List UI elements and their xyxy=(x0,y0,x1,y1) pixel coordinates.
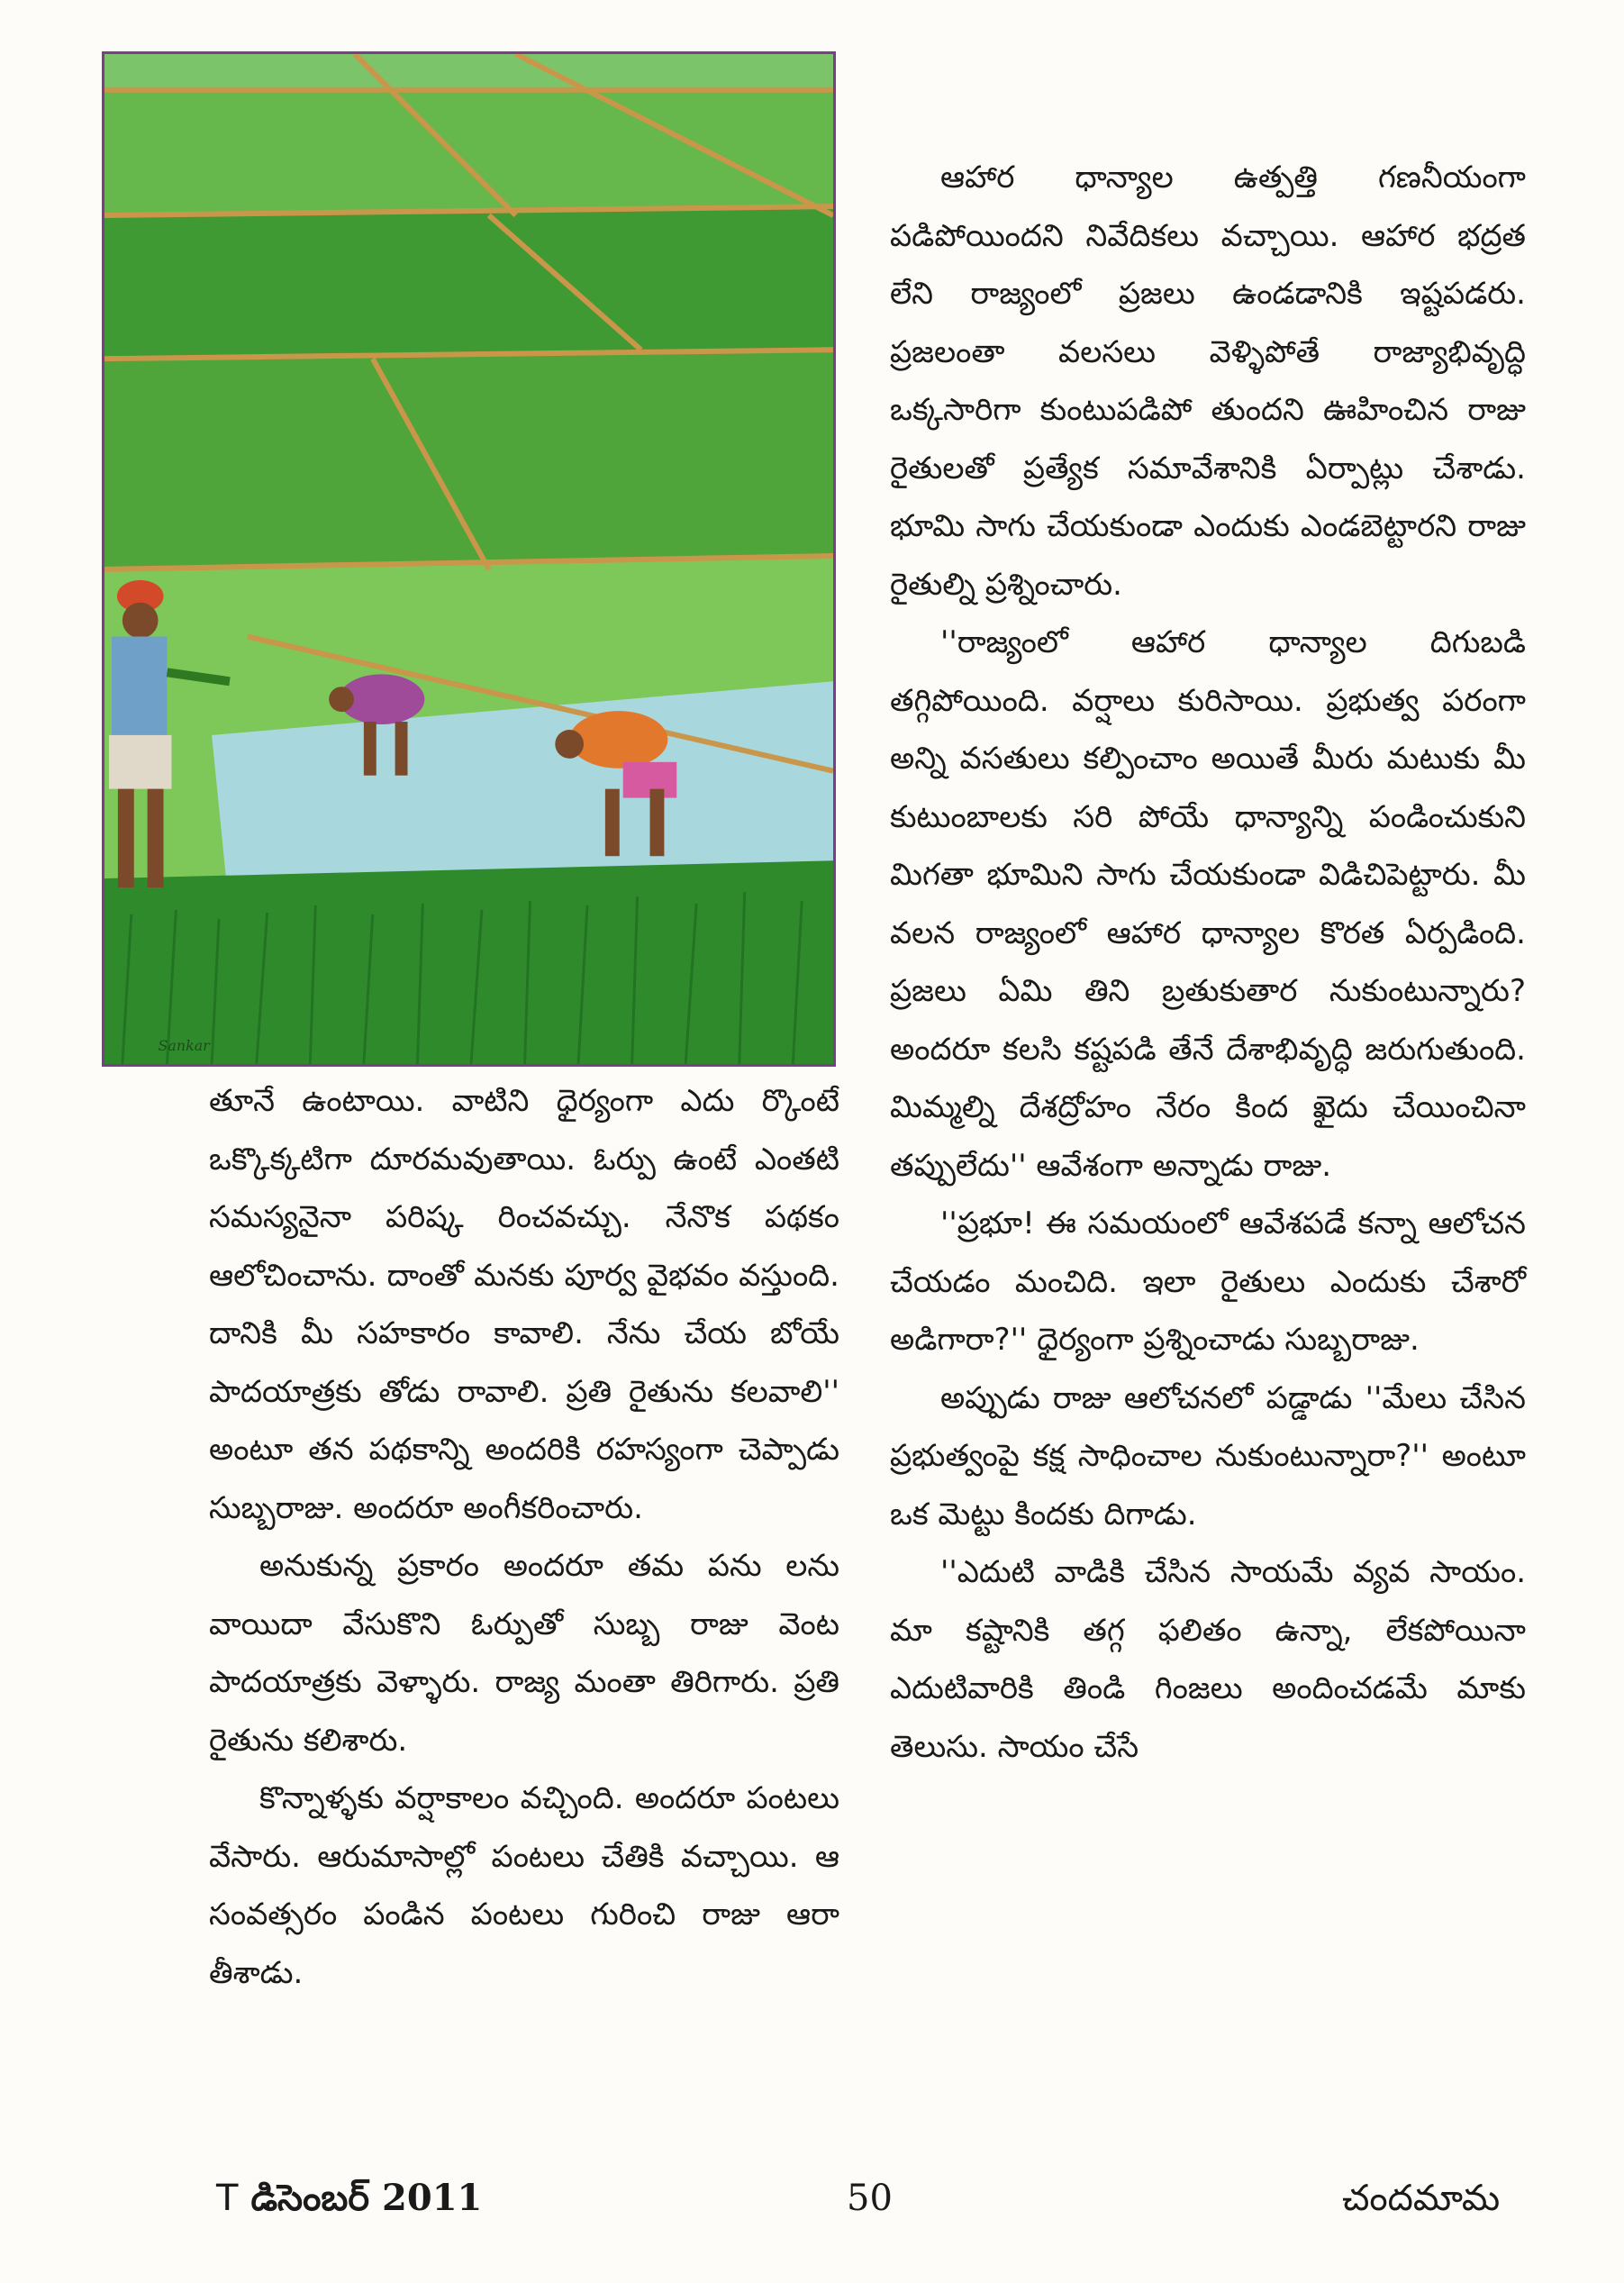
paddy-field-illustration xyxy=(102,51,836,1067)
paragraph: ''రాజ్యంలో ఆహార ధాన్యాల దిగుబడి తగ్గిపోయింది. వర్షాలు కురిసాయి. ప్రభుత్వ పరంగా అన్ని వసతులు కల్పించాం అయితే మీరు మటుకు మీ కుటుంబాలకు సరి పోయే ధాన్యాన్ని పండించుకుని మిగతా భూమిని సాగు చేయకుండా విడిచిపెట్టారు. మీ వలన రాజ్యంలో ఆహార ధాన్యాల కొరత ఏర్పడింది. ప్రజలు ఏమి తిని బ్రతుకుతార నుకుంటున్నారు? అందరూ కలసి కష్టపడి తేనే దేశాభివృద్ధి జరుగుతుంది. మిమ్మల్ని దేశద్రోహం నేరం కింద ఖైదు చేయించినా తప్పులేదు'' ఆవేశంగా అన్నాడు రాజు. xyxy=(890,624,1526,1184)
issue-date: డిసెంబర్ 2011 xyxy=(250,2177,483,2219)
left-column-text xyxy=(209,1072,839,2002)
paragraph: ఆహార ధాన్యాల ఉత్పత్తి గణనీయంగా పడిపోయిందని నివేదికలు వచ్చాయి. ఆహార భద్రత లేని రాజ్యంలో ప్రజలు ఉండడానికి ఇష్టపడరు. ప్రజలంతా వలసలు వెళ్ళిపోతే రాజ్యాభివృద్ధి ఒక్కసారిగా కుంటుపడిపో తుందని ఊహించిన రాజు రైతులతో ప్రత్యేక సమావేశానికి ఏర్పాట్లు చేశాడు. భూమి సాగు చేయకుండా ఎందుకు ఎండబెట్టారని రాజు రైతుల్ని ప్రశ్నించారు. xyxy=(890,159,1526,603)
paragraph: అనుకున్న ప్రకారం అందరూ తమ పను లను వాయిదా వేసుకొని ఓర్పుతో సుబ్బ రాజు వెంట పాదయాత్రకు వెళ్ళారు. రాజ్య మంతా తిరిగారు. ప్రతి రైతును కలిశారు. xyxy=(209,1548,839,1759)
right-column-text xyxy=(890,149,1526,1776)
paragraph: ''ఎదుటి వాడికి చేసిన సాయమే వ్యవ సాయం. మా కష్టానికి తగ్గ ఫలితం ఉన్నా, లేకపోయినా ఎదుటివారికి తిండి గింజలు అందించడమే మాకు తెలుసు. సాయం చేసే xyxy=(890,1554,1526,1765)
paragraph: అప్పుడు రాజు ఆలోచనలో పడ్డాడు ''మేలు చేసిన ప్రభుత్వంపై కక్ష సాధించాల నుకుంటున్నారా?'' అంటూ ఒక మెట్టు కిందకు దిగాడు. xyxy=(890,1379,1526,1533)
magazine-name: చందమామ xyxy=(1342,2178,1501,2219)
paragraph: తూనే ఉంటాయి. వాటిని ధైర్యంగా ఎదు ర్కొంటే ఒక్కొక్కటిగా దూరమవుతాయి. ఓర్పు ఉంటే ఎంతటి సమస్యనైనా పరిష్క రించవచ్చు. నేనొక పథకం ఆలోచించాను. దాంతో మనకు పూర్వ వైభవం వస్తుంది. దానికి మీ సహకారం కావాలి. నేను చేయ బోయే పాదయాత్రకు తోడు రావాలి. ప్రతి రైతును కలవాలి'' అంటూ తన పథకాన్ని అందరికి రహస్యంగా చెప్పాడు సుబ్బరాజు. అందరూ అంగీకరించారు. xyxy=(209,1083,839,1526)
page-number: 50 xyxy=(847,2178,893,2219)
illustration-drawing xyxy=(104,54,833,1064)
paragraph: ''ప్రభూ! ఈ సమయంలో ఆవేశపడే కన్నా ఆలోచన చేయడం మంచిది. ఇలా రైతులు ఎందుకు చేశారో అడిగారా?'' ధైర్యంగా ప్రశ్నించాడు సుబ్బరాజు. xyxy=(890,1205,1526,1358)
paragraph: కొన్నాళ్ళకు వర్షాకాలం వచ్చింది. అందరూ పంటలు వేసారు. ఆరుమాసాల్లో పంటలు చేతికి వచ్చాయి. ఆ సంవత్సరం పండిన పంటలు గురించి రాజు ఆరా తీశాడు. xyxy=(209,1780,839,1991)
footer-issue-date xyxy=(216,2176,482,2221)
footer-mark: T xyxy=(216,2178,239,2219)
svg-text:Sankar: Sankar xyxy=(158,1037,210,1055)
